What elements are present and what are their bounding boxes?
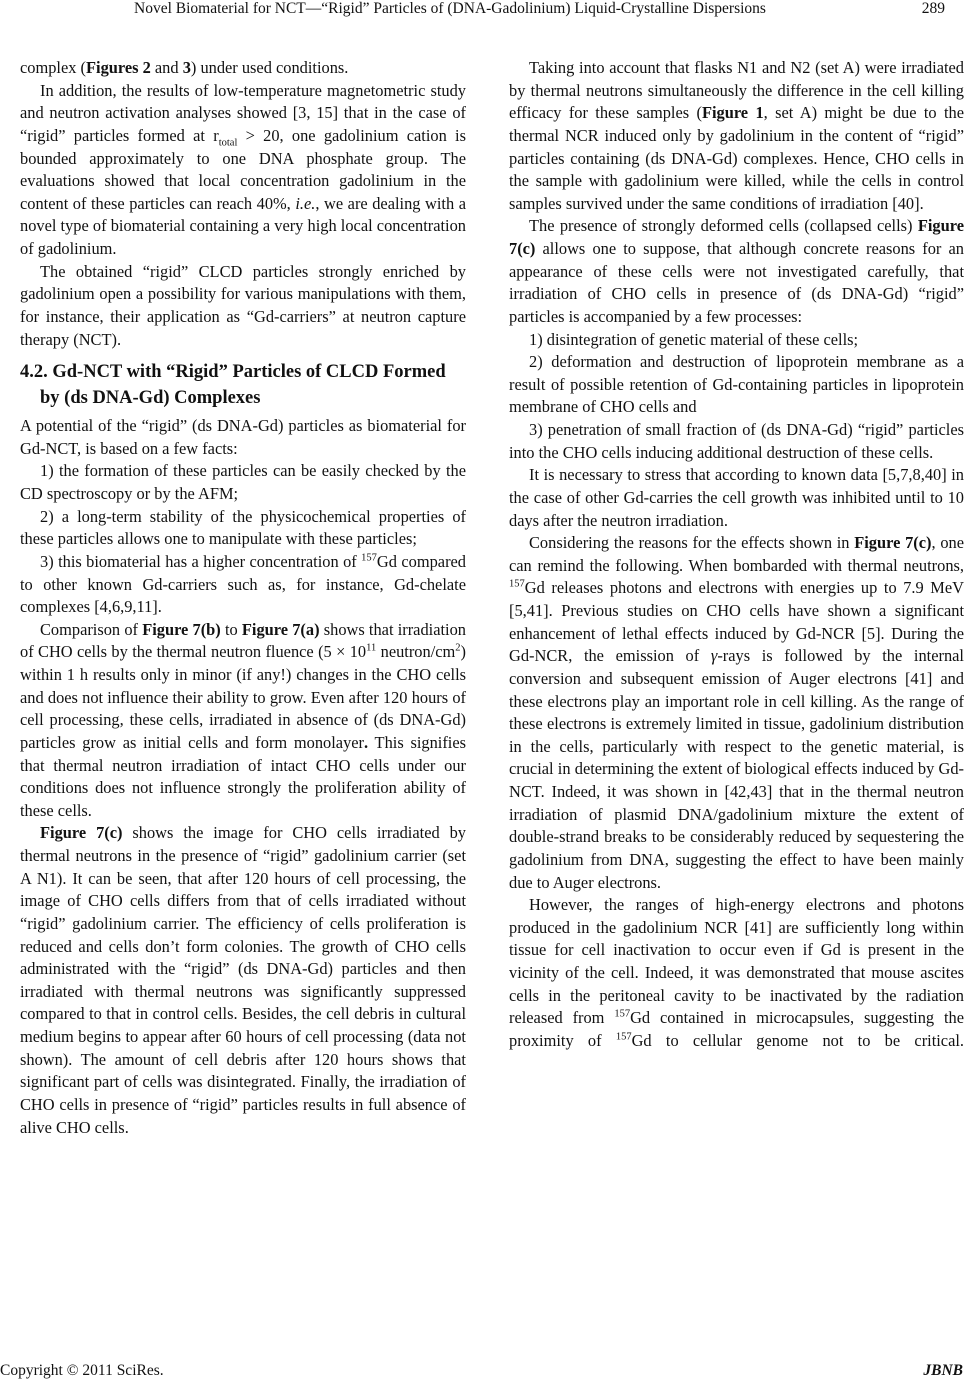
bold-text: Figure 7(c) xyxy=(509,216,964,258)
text-run: -rays is followed by the internal conversion and subsequent emission of Auger electrons [41] and these electrons play an important role in cell killing. As the range of these electrons is extremely limited in tissue, gadolinium distribution in the cells, particularly with respect to the genetic material, is crucial in determining the extent of biological effects induced by Gd-NCT. Indeed, it was shown in [42,43] that in the thermal neutron irradiation of plasmid DNA/gadolinium mixture the extent of double-strand breaks to be considerably reduced by sequestering the gadolinium from DNA, suggesting the effect to have been mainly due to Auger electrons. xyxy=(509,646,964,892)
superscript: 157 xyxy=(615,1031,632,1043)
paragraph xyxy=(20,261,466,352)
journal-name: JBNB xyxy=(923,1362,963,1379)
subscript: total xyxy=(218,137,238,149)
paragraph xyxy=(509,57,964,215)
italic-text: γ xyxy=(710,646,718,666)
paragraph xyxy=(20,506,466,551)
running-header xyxy=(0,0,965,24)
paragraph xyxy=(20,619,466,823)
superscript: 2 xyxy=(455,642,461,654)
left-column xyxy=(20,57,466,1139)
bold-text: Figure 1 xyxy=(701,103,764,123)
text-run: 2) a long-term stability of the physicochemical properties of these particles allows one to manipulate with these particles; xyxy=(20,506,466,549)
text-run: Taking into account that flasks N1 and N2 (set A) were irradiated by thermal neutrons simultaneously the difference in the cell killing efficacy for these samples ( xyxy=(509,58,964,123)
text-run: , we are dealing with a novel type of biomaterial containing a very high local concentration of gadolinium. xyxy=(20,193,466,258)
paragraph xyxy=(509,215,964,328)
superscript: 11 xyxy=(366,642,377,654)
bold-text: . xyxy=(364,732,369,752)
text-run: It is necessary to stress that according to known data [5,7,8,40] in the case of other Gd-carries the cell growth was inhibited until to 10 days after the neutron irradiation. xyxy=(509,465,964,530)
section-heading xyxy=(20,359,466,411)
text-run: , set A) might be due to the thermal NCR induced only by gadolinium in the content of “rigid” particles containing (ds DNA-Gd) complexes. Hence, CHO cells in the sample with gadolinium were killed, while the cells in control samples survived under the same conditions of irradiation [40]. xyxy=(509,103,964,213)
italic-text: i.e. xyxy=(295,193,316,213)
bold-text: Figure 7(c) xyxy=(854,533,932,553)
paragraph xyxy=(509,464,964,532)
copyright-notice: Copyright © 2011 SciRes. xyxy=(0,1362,164,1379)
paragraph xyxy=(509,351,964,419)
page-number: 289 xyxy=(921,0,945,17)
text-run: 3) this biomaterial has a higher concentration of xyxy=(40,551,362,571)
text-run: In addition, the results of low-temperature magnetometric study and neutron activation analyses showed [3, 15] that in the case of “rigid” particles formed at r xyxy=(20,80,466,145)
paragraph xyxy=(509,894,964,1052)
superscript: 157 xyxy=(509,578,525,590)
text-run: Gd releases photons and electrons with energies up to 7.9 MeV [5,41]. Previous studies on CHO cells have shown a significant enhancement of lethal effects induced by Gd-NCR [5]. During the Gd-NCR, the emission of xyxy=(509,578,964,666)
text-run: and xyxy=(150,58,183,77)
bold-text: Figure 7(a) xyxy=(241,619,320,639)
paragraph xyxy=(509,419,964,464)
text-run: Considering the reasons for the effects shown in xyxy=(529,533,855,553)
paragraph xyxy=(20,57,466,80)
text-run: neutron/cm xyxy=(376,642,456,662)
text-run: The presence of strongly deformed cells (collapsed cells) xyxy=(529,216,918,236)
running-title: Novel Biomaterial for NCT—“Rigid” Particles of (DNA-Gadolinium) Liquid-Crystalline Dispersions xyxy=(134,0,766,17)
text-run: ) within 1 h results only in minor (if any!) changes in the CHO cells and does not influence their ability to grow. Even after 120 hours of cell processing, these cells, irradiated in absence of (ds DNA-Gd) particles grow as initial cells and form monolayer xyxy=(20,642,466,752)
text-run: The obtained “rigid” CLCD particles strongly enriched by gadolinium open a possibility for various manipulations with them, for instance, their application as “Gd-carriers” at neutron capture therapy (NCT). xyxy=(20,261,466,349)
paragraph xyxy=(20,551,466,619)
text-run: However, the ranges of high-energy electrons and photons produced in the gadolinium NCR [41] are sufficiently long within tissue for cell inactivation to occur even if Gd is present in the vicinity of the cell. Indeed, it was demonstrated that mouse ascites cells in the peritoneal cavity to be inactivated by the radiation released from xyxy=(509,895,964,1028)
bold-text: Figure 7(b) xyxy=(142,619,221,639)
text-run: Gd compared to other known Gd-carriers such as, for instance, Gd-chelate complexes [4,6,9,11]. xyxy=(20,551,466,617)
text-run: ) under used conditions. xyxy=(190,58,349,77)
paragraph xyxy=(20,415,466,460)
text-run: shows that irradiation of CHO cells by the thermal neutron fluence (5 × 10 xyxy=(20,619,466,662)
text-run: complex ( xyxy=(20,58,86,77)
text-run: A potential of the “rigid” (ds DNA-Gd) particles as biomaterial for Gd-NCT, is based on a few facts: xyxy=(20,416,466,458)
text-run: to xyxy=(220,619,242,639)
text-run: 3) penetration of small fraction of (ds DNA-Gd) “rigid” particles into the CHO cells inducing additional destruction of these cells. xyxy=(509,420,964,462)
text-run: , one can remind the following. When bombarded with thermal neutrons, xyxy=(509,533,964,575)
paragraph xyxy=(20,80,466,261)
bold-text: Figure 7(c) xyxy=(40,823,123,843)
text-run: > 20, one gadolinium cation is bounded approximately to one DNA phosphate group. The evaluations showed that local concentration gadolinium in the content of these particles can reach 40%, xyxy=(20,125,466,213)
text-run: 4.2. Gd-NCT with “Rigid” Particles of CLCD Formed by (ds DNA-Gd) Complexes xyxy=(20,362,446,409)
paragraph xyxy=(20,822,466,1139)
text-run: Gd contained in microcapsules, suggesting the proximity of xyxy=(509,1008,964,1050)
bold-text: Figures 2 xyxy=(86,58,151,77)
paragraph xyxy=(509,532,964,894)
paragraph xyxy=(509,329,964,352)
bold-text: 3 xyxy=(182,58,191,77)
text-run: allows one to suppose, that although concrete reasons for an appearance of these cells were not investigated carefully, that irradiation of CHO cells in presence of (ds DNA-Gd) “rigid” particles is accompanied by a few processes: xyxy=(509,239,964,326)
text-run: 1) disintegration of genetic material of these cells; xyxy=(529,329,859,349)
text-run: shows the image for CHO cells irradiated by thermal neutrons in the presence of “rigid” gadolinium carrier (set A N1). It can be seen, that after 120 hours of cell processing, the image of CHO cells differs from that of cells irradiated without “rigid” gadolinium carrier. The efficiency of cells proliferation is reduced and cells don’t form colonies. The growth of CHO cells administrated with the “rigid” (ds DNA-Gd) particles and then irradiated with thermal neutrons was significantly suppressed compared to that in control cells. Besides, the cell debris in cultural medium begins to appear after 60 hours of cell processing (data not shown). The amount of cell debris after 120 hours shows that significant part of cells was disintegrated. Finally, the irradiation of CHO cells in presence of “rigid” particles results in full absence of alive CHO cells. xyxy=(20,823,466,1137)
paragraph xyxy=(20,460,466,505)
superscript: 157 xyxy=(614,1008,631,1020)
text-run: 2) deformation and destruction of lipoprotein membrane as a result of possible retention of Gd-containing particles in lipoprotein membrane of CHO cells and xyxy=(509,352,964,417)
text-run: Gd to cellular genome not to be critical. xyxy=(631,1030,965,1050)
text-run: Comparison of xyxy=(40,619,143,639)
right-column xyxy=(509,57,964,1053)
text-run: 1) the formation of these particles can be easily checked by the CD spectroscopy or by the AFM; xyxy=(20,461,466,503)
text-run: This signifies that thermal neutron irradiation of intact CHO cells under our conditions does not influence strongly the proliferation ability of these cells. xyxy=(20,732,466,820)
superscript: 157 xyxy=(361,552,377,564)
